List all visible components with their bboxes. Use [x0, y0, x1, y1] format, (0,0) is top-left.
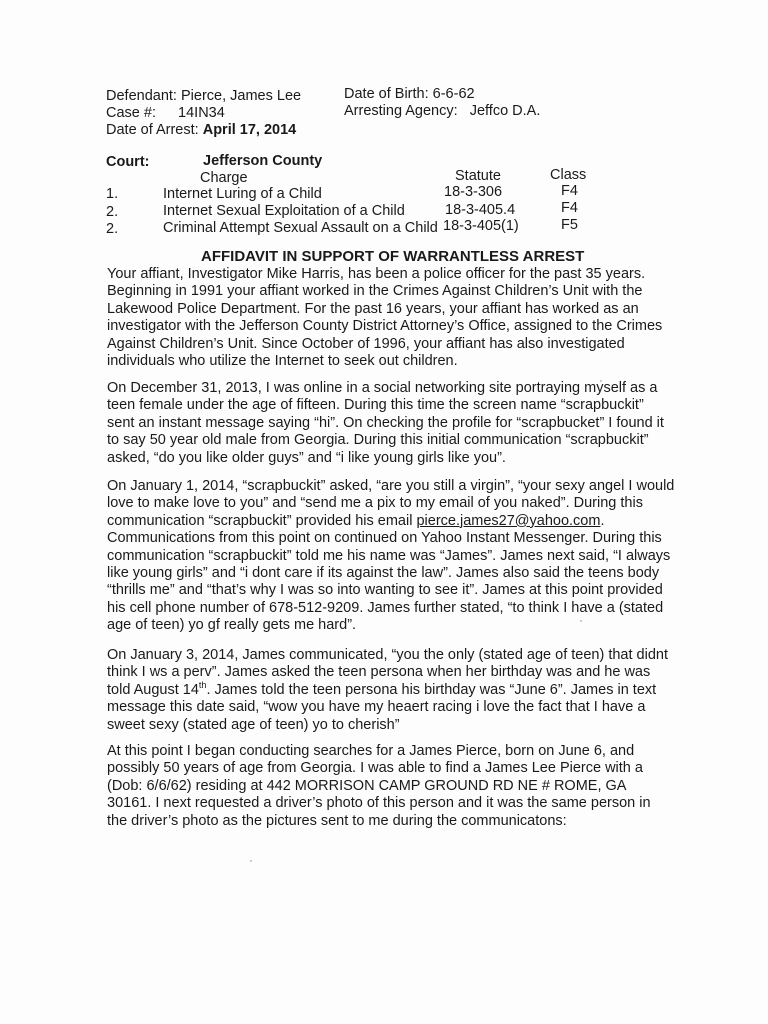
paragraph-line: On January 1, 2014, “scrapbuckit” asked, “are you still a virgin”, “your sexy angel I would	[107, 478, 675, 494]
paragraph-line: to say 50 year old male from Georgia. During this initial communication “scrapbuckit”	[107, 432, 649, 449]
paragraph-line: age of teen) yo gf really gets me hard”.	[107, 617, 357, 634]
paragraph-line: investigator with the Jefferson County District Attorney’s Office, assigned to the Crimes	[107, 318, 663, 335]
dob-line	[344, 85, 475, 103]
charge-row-number: 2.	[106, 204, 119, 220]
charge-row-number: 1.	[106, 186, 119, 202]
dob-label: Date of Birth:	[344, 86, 429, 102]
charge-row-statute: 18-3-306	[444, 184, 503, 200]
agency-value: Jeffco D.A.	[469, 103, 541, 119]
paragraph-line: (Dob: 6/6/62) residing at 442 MORRISON CAMP GROUND RD NE # ROME, GA	[107, 777, 627, 794]
charge-row-charge: Criminal Attempt Sexual Assault on a Child	[163, 220, 438, 236]
paragraph-line: the driver’s photo as the pictures sent to me during the communicatons:	[107, 812, 567, 829]
charge-row-class: F4	[561, 200, 578, 216]
paragraph-line: “thrills me” and “that’s why I was so into wanting to see it”. James at this point provided	[107, 582, 663, 599]
case-line	[106, 104, 225, 122]
charge-column-header: Charge	[200, 170, 248, 186]
paragraph-line: Beginning in 1991 your affiant worked in the Crimes Against Children’s Unit with the	[107, 283, 643, 300]
paragraph-line: like young girls” and “i dont care if its against the law”. James also said the teens body	[107, 565, 660, 582]
email-trailing-text: .	[600, 512, 605, 529]
paragraph-line: Communications from this point on continued on Yahoo Instant Messenger. During this	[107, 530, 662, 547]
paragraph-line: Your affiant, Investigator Mike Harris, has been a police officer for the past 35 years.	[107, 266, 646, 282]
affidavit-paragraph-4	[107, 647, 668, 734]
paragraph-line: 30161. I next requested a driver’s photo of this person and it was the same person in	[107, 795, 651, 812]
paragraph-line: Against Children’s Unit. Since October of 1996, your affiant has also investigated	[107, 335, 625, 352]
scan-speck	[250, 860, 252, 862]
paragraph-line: message this date said, “wow you have my heaert racing i love the fact that I have a	[107, 699, 646, 716]
affidavit-paragraph-2	[107, 380, 664, 467]
paragraph-line: think I ws a perv”. James asked the teen persona when her birthday was and he was	[107, 664, 651, 681]
charge-row-charge: Internet Sexual Exploitation of a Child	[163, 203, 405, 219]
charge-row-statute: 18-3-405.4	[445, 202, 516, 218]
paragraph-line: possibly 50 years of age from Georgia. I was able to find a James Lee Pierce with a	[107, 760, 643, 777]
paragraph-line: asked, “do you like older guys” and “i like young girls like you”.	[107, 449, 506, 466]
affidavit-paragraph-5	[107, 743, 651, 830]
affidavit-title: AFFIDAVIT IN SUPPORT OF WARRANTLESS ARREST	[201, 248, 585, 265]
arrest-line	[106, 121, 296, 139]
charge-row-charge: Internet Luring of a Child	[163, 186, 322, 202]
charge-row-class: F4	[561, 183, 578, 199]
agency-line	[344, 102, 540, 120]
paragraph-line: At this point I began conducting searches for a James Pierce, born on June 6, and	[107, 743, 635, 759]
defendant-label: Defendant:	[106, 88, 177, 104]
birthday-trailing-text: . James told the teen persona his birthday was “June 6”. James in text	[206, 681, 657, 698]
agency-label: Arresting Agency:	[344, 103, 458, 119]
paragraph-line: love to make love to you” and “send me a pix to my email of you naked”. During this	[107, 495, 643, 512]
charge-row-number: 2.	[106, 221, 119, 237]
arrest-value: April 17, 2014	[202, 122, 297, 138]
affidavit-paragraph-1	[107, 266, 663, 370]
ordinal-suffix: th	[198, 679, 207, 690]
statute-column-header: Statute	[455, 168, 501, 184]
case-value: 14IN34	[178, 105, 225, 121]
charge-row-statute: 18-3-405(1)	[443, 218, 519, 234]
arrest-label: Date of Arrest:	[106, 122, 199, 138]
class-column-header: Class	[550, 167, 587, 183]
charge-row-class: F5	[561, 217, 578, 233]
defendant-value: Pierce, James Lee	[180, 88, 302, 104]
dob-value: 6-6-62	[432, 86, 475, 102]
birthday-lead-text: told August 14	[107, 681, 199, 698]
paragraph-line	[107, 513, 647, 530]
email-address: pierce.james27@yahoo.com	[416, 512, 601, 529]
paragraph-line: teen female under the age of fifteen. During this time the screen name “scrapbuckit”	[107, 397, 644, 414]
paragraph-line: sweet sexy (stated age of teen) yo to cherish”	[107, 716, 400, 733]
affidavit-paragraph-3	[107, 478, 675, 635]
paragraph-line: On December 31, 2013, I was online in a social networking site portraying myself as a	[107, 380, 658, 396]
paragraph-line: communication “scrapbuckit” told me his name was “James”. James next said, “I always	[107, 547, 671, 564]
defendant-line	[106, 87, 301, 105]
paragraph-line	[107, 679, 657, 699]
court-value: Jefferson County	[203, 153, 323, 169]
paragraph-line: Lakewood Police Department. For the past 16 years, your affiant has worked as an	[107, 300, 639, 317]
paragraph-line: individuals who utilize the Internet to seek out children.	[107, 353, 458, 370]
court-label: Court:	[106, 154, 150, 170]
paragraph-line: his cell phone number of 678-512-9209. James further stated, “to think I have a (stated	[107, 599, 664, 616]
paragraph-line: On January 3, 2014, James communicated, “you the only (stated age of teen) that didnt	[107, 647, 668, 663]
paragraph-line: sent an instant message saying “hi”. On checking the profile for “scrapbucket” I found it	[107, 414, 664, 431]
case-label: Case #:	[106, 105, 156, 121]
email-lead-text: communication “scrapbuckit” provided his email	[107, 512, 417, 529]
